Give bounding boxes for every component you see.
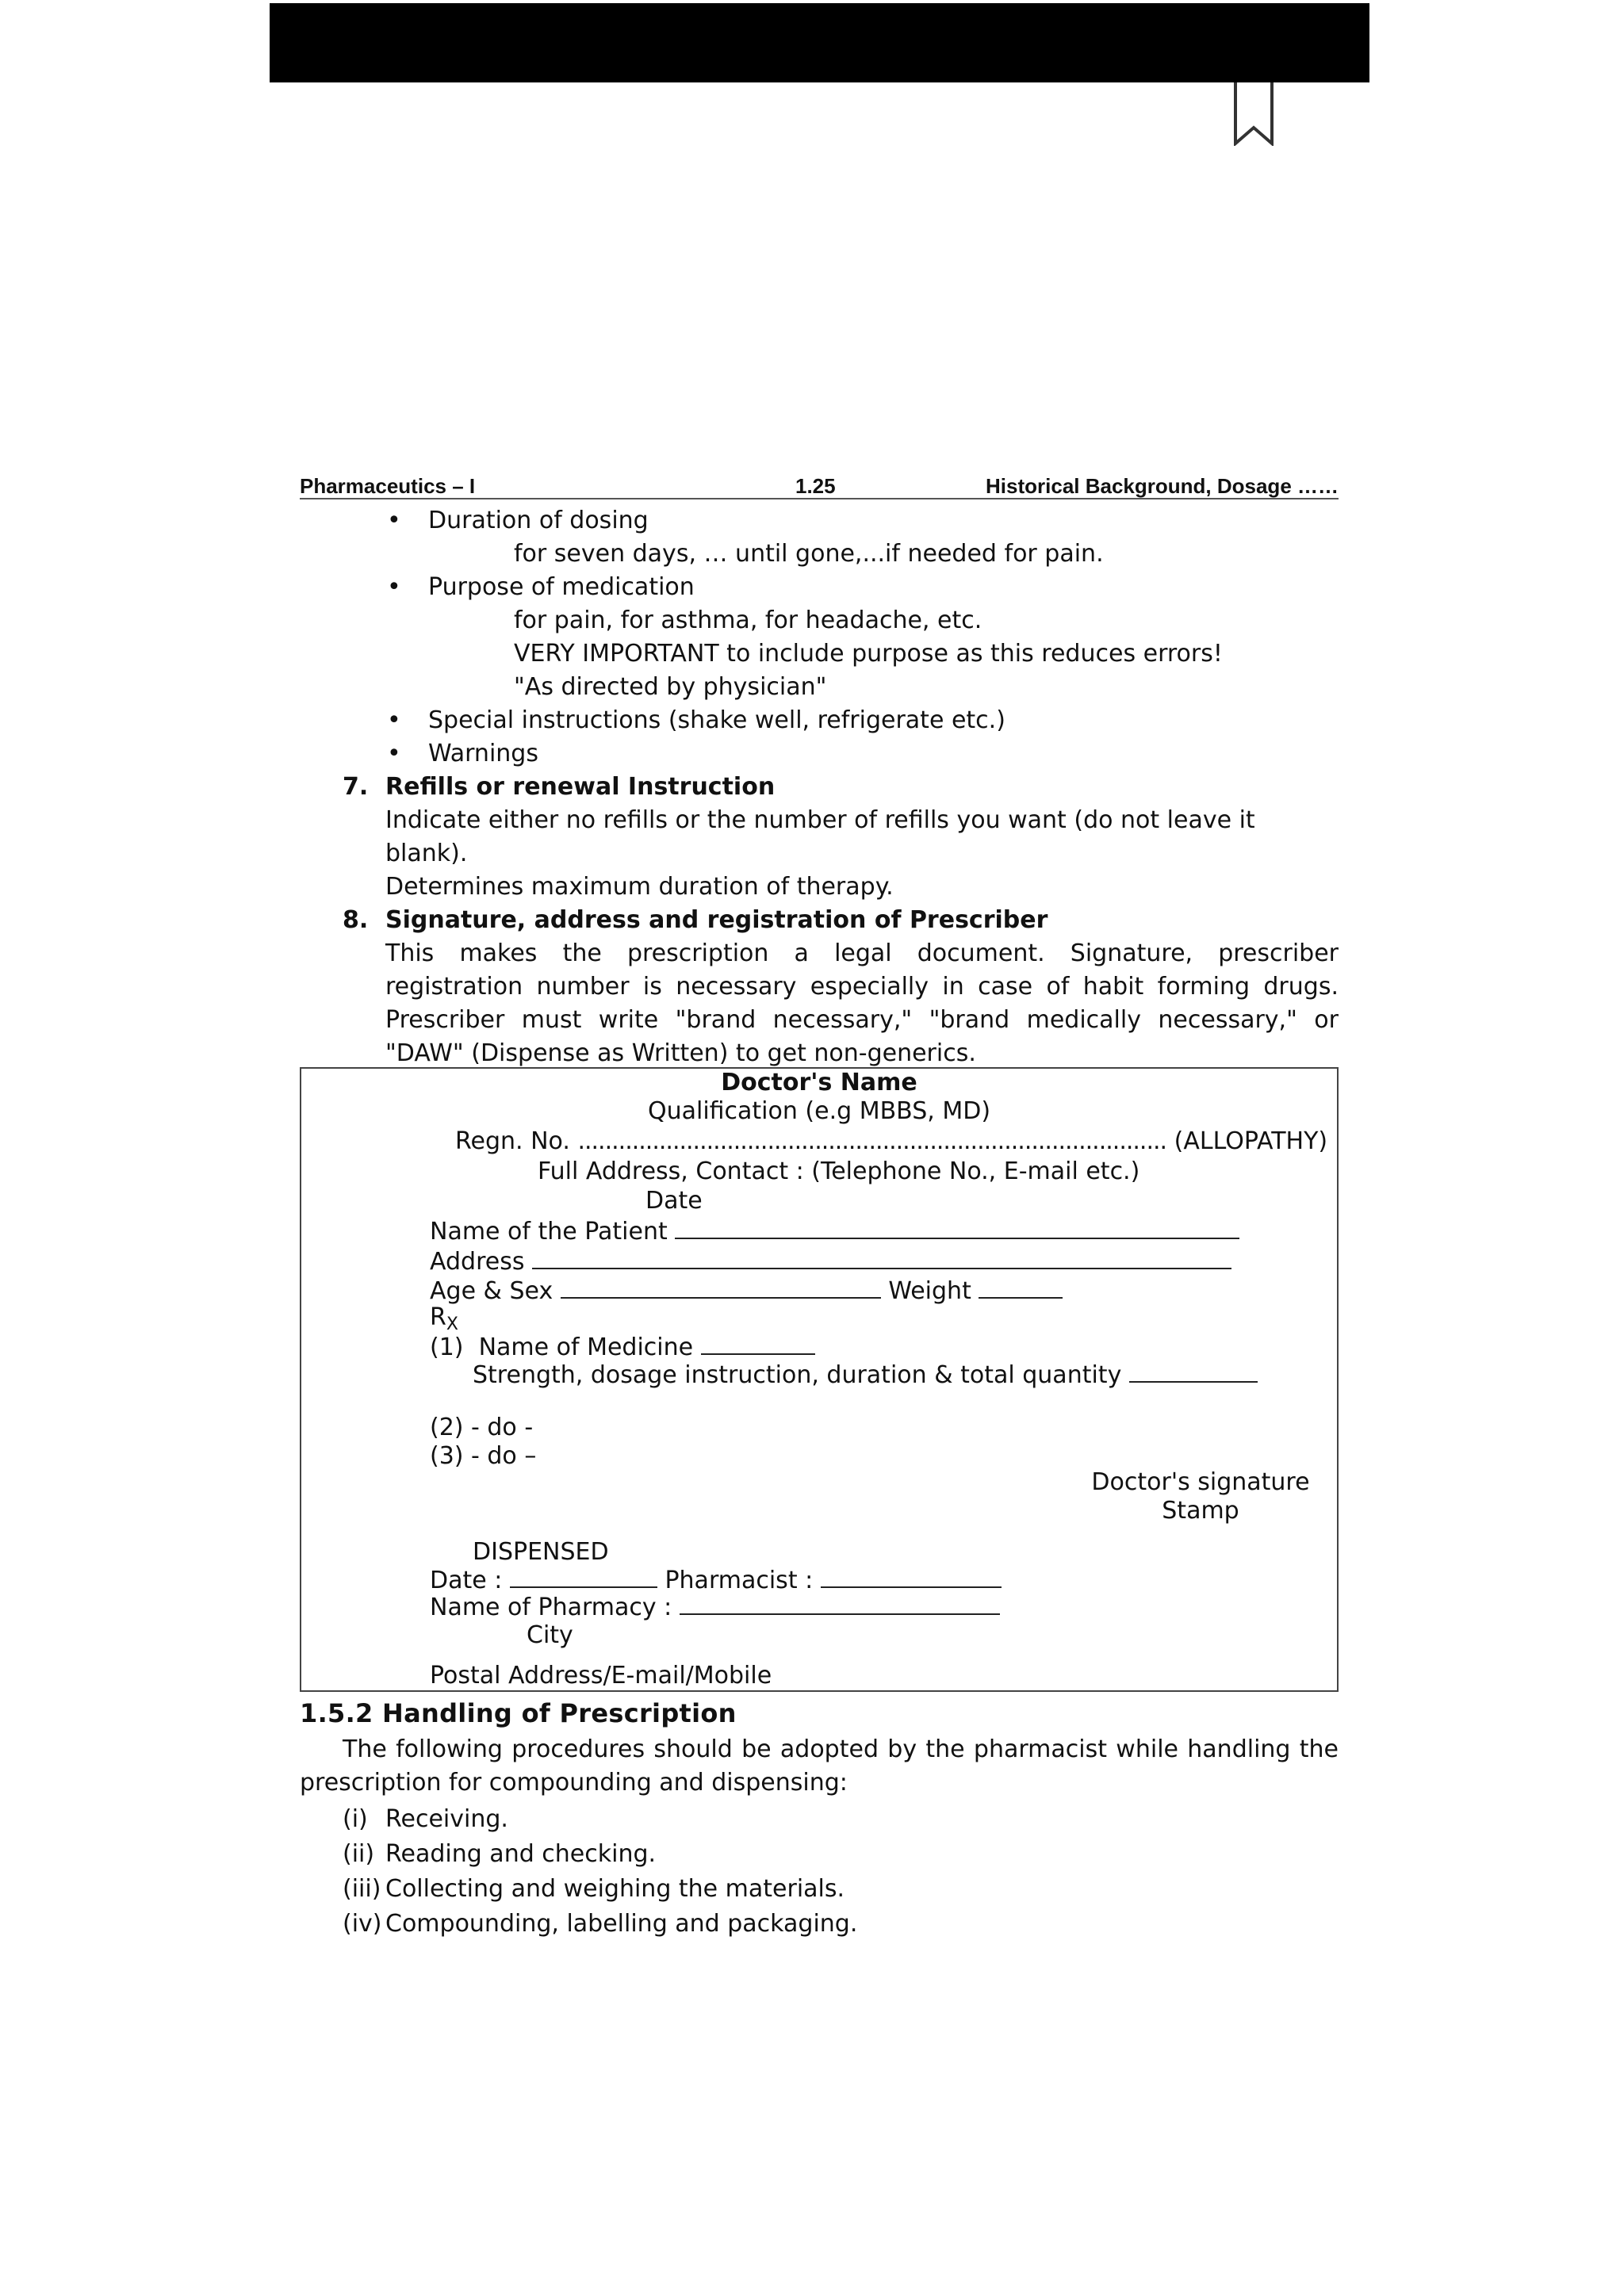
- pharmacy-city: City: [527, 1621, 573, 1649]
- item-7-text: Determines maximum duration of therapy.: [385, 873, 894, 901]
- pharmacist-blank: [821, 1566, 1002, 1588]
- patient-name-blank: [675, 1217, 1239, 1239]
- doctor-name: Doctor's Name: [721, 1069, 917, 1096]
- pharmacy-postal: Postal Address/E-mail/Mobile: [430, 1662, 772, 1689]
- doctor-signature: Doctor's signature: [1091, 1468, 1310, 1496]
- medicine-1-row: (1) Name of Medicine: [430, 1333, 815, 1362]
- document-page: [300, 466, 1339, 1942]
- list-item: (iv) Compounding, labelling and packaging.: [343, 1910, 858, 1938]
- handling-steps: [300, 1803, 1339, 1942]
- doctor-qualification: Qualification (e.g MBBS, MD): [647, 1097, 991, 1125]
- list-item: • Duration of dosing: [387, 507, 649, 534]
- list-item: (ii) Reading and checking.: [343, 1840, 657, 1868]
- item-8-text: This makes the prescription a legal document. Signature, prescriber registration number is necessary especially in case of habit forming drugs. Prescriber must write "brand necessary," "brand medically necessary," or "DAW" (Dispense as Written) to get non-generics.: [385, 939, 1339, 1067]
- medicine-detail-blank: [1129, 1360, 1258, 1383]
- pharmacy-blank: [680, 1593, 1000, 1615]
- medicine-1-detail: Strength, dosage instruction, duration & total quantity: [473, 1360, 1258, 1390]
- patient-name-row: Name of the Patient: [430, 1217, 1239, 1246]
- weight-blank: [979, 1276, 1063, 1299]
- top-bar: [270, 3, 1369, 82]
- rx-symbol: $R_X$: [430, 1303, 458, 1334]
- list-item-detail: for seven days, … until gone,...if needed for pain.: [514, 540, 1104, 568]
- bullet-list: [300, 504, 1339, 771]
- dispense-date-blank: [510, 1566, 657, 1588]
- dispensed-label: DISPENSED: [473, 1538, 609, 1566]
- item-8-heading: 8. Signature, address and registration of Prescriber: [343, 906, 1048, 934]
- list-item-detail: VERY IMPORTANT to include purpose as this reduces errors!: [514, 640, 1223, 668]
- bookmark-icon[interactable]: [1233, 82, 1274, 146]
- header-book-title: Pharmaceutics – I: [300, 474, 476, 498]
- prescription-date: Date: [645, 1187, 703, 1215]
- header-page-number: 1.25: [795, 474, 836, 498]
- list-item: • Special instructions (shake well, refrigerate etc.): [387, 706, 1005, 734]
- item-7-text: Indicate either no refills or the number of refills you want (do not leave it blank).: [385, 806, 1255, 867]
- patient-address-blank: [532, 1247, 1231, 1269]
- list-item: (i) Receiving.: [343, 1805, 508, 1833]
- medicine-name-blank: [701, 1333, 815, 1355]
- medicine-3-row: (3) - do –: [430, 1442, 537, 1470]
- list-item-detail: for pain, for asthma, for headache, etc.: [514, 607, 982, 634]
- list-item: • Warnings: [387, 740, 538, 767]
- pharmacy-row: Name of Pharmacy :: [430, 1593, 1000, 1622]
- age-sex-row: Age & Sex Weight: [430, 1276, 1063, 1306]
- item-7-heading: 7. Refills or renewal Instruction: [343, 773, 776, 801]
- age-sex-blank: [561, 1276, 881, 1299]
- section-heading: 1.5.2 Handling of Prescription: [300, 1698, 737, 1728]
- registration-line: Regn. No. ....................................................................................... (ALLOPATHY): [455, 1127, 1328, 1155]
- running-header: [300, 466, 1339, 499]
- prescription-form: [300, 1067, 1339, 1692]
- list-item: • Purpose of medication: [387, 573, 695, 601]
- list-item: (iii) Collecting and weighing the materials.: [343, 1875, 845, 1903]
- dispense-row: Date : Pharmacist :: [430, 1566, 1002, 1595]
- medicine-2-row: (2) - do -: [430, 1414, 534, 1441]
- section-intro: The following procedures should be adopted by the pharmacist while handling the prescription for compounding and dispensing:: [300, 1735, 1339, 1797]
- doctor-stamp: Stamp: [1162, 1497, 1239, 1525]
- doctor-address: Full Address, Contact : (Telephone No., E-mail etc.): [538, 1158, 1140, 1185]
- header-chapter-title: Historical Background, Dosage ……: [986, 474, 1339, 498]
- patient-address-row: Address: [430, 1247, 1231, 1276]
- list-item-detail: "As directed by physician": [514, 673, 827, 701]
